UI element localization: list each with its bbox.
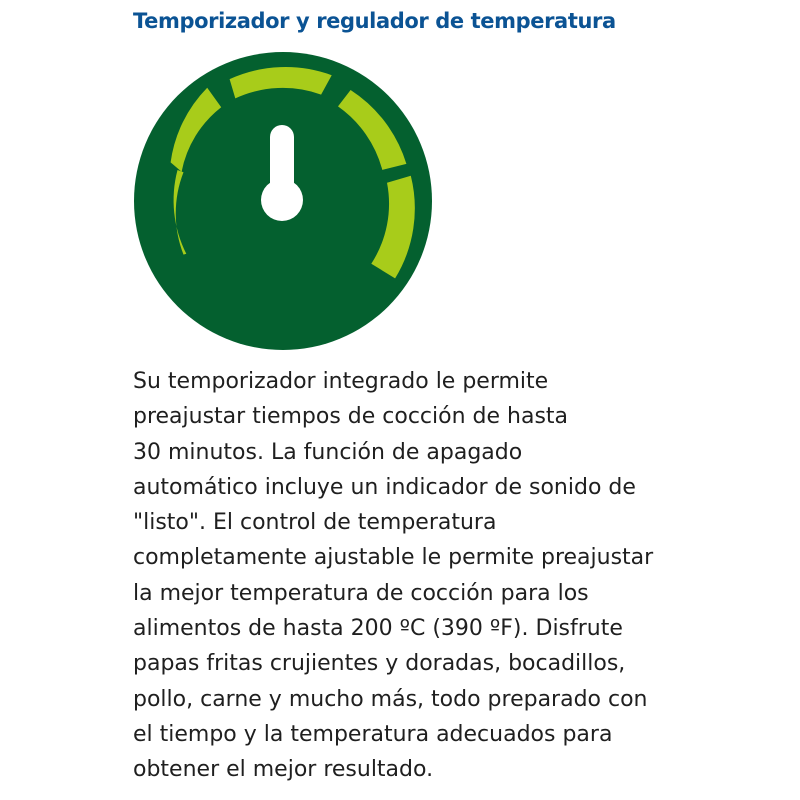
description-line: la mejor temperatura de cocción para los	[133, 580, 589, 606]
thermometer-gauge-icon	[133, 51, 433, 351]
feature-title: Temporizador y regulador de temperatura	[133, 9, 616, 33]
feature-description	[133, 364, 693, 788]
description-line: el tiempo y la temperatura adecuados para	[133, 721, 613, 747]
description-line: Su temporizador integrado le permite	[133, 369, 549, 394]
description-line: automático incluye un indicador de sonido de	[133, 474, 636, 500]
description-line: papas fritas crujientes y doradas, bocadillos,	[133, 651, 626, 677]
description-line: pollo, carne y mucho más, todo preparado con	[133, 686, 648, 712]
thermometer-bulb	[261, 179, 303, 221]
description-line: obtener el mejor resultado.	[133, 757, 434, 783]
description-line: alimentos de hasta 200 ºC (390 ºF). Disfrute	[133, 616, 623, 642]
description-line: "listo". El control de temperatura	[133, 510, 497, 536]
description-line: 30 minutos. La función de apagado	[133, 439, 523, 465]
description-line: preajustar tiempos de cocción de hasta	[133, 404, 569, 430]
description-line: completamente ajustable le permite preajustar	[133, 545, 654, 571]
